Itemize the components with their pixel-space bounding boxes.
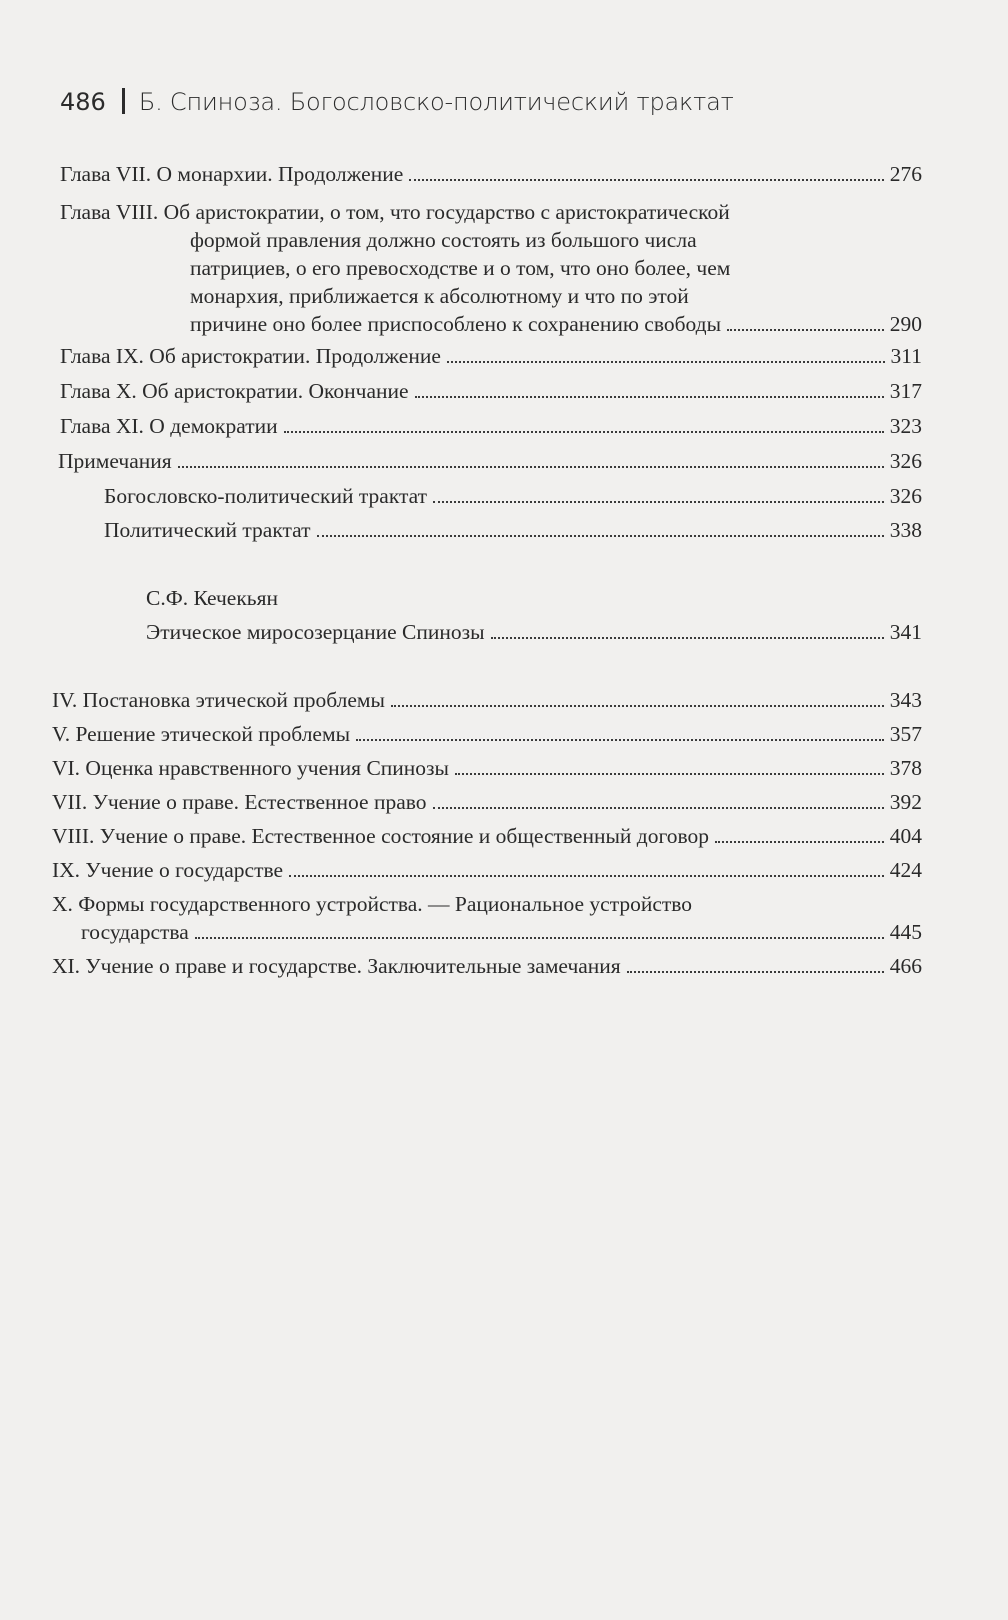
toc-dot-leader bbox=[409, 179, 884, 181]
toc-dot-leader bbox=[284, 431, 884, 433]
toc-entry-notes bbox=[58, 447, 922, 475]
toc-entry-ch10 bbox=[60, 377, 922, 405]
toc-entry-title: VII. Учение о праве. Естественное право bbox=[52, 790, 427, 814]
running-title: Б. Спиноза. Богословско-политический трактат bbox=[138, 88, 734, 116]
toc-dot-leader bbox=[415, 396, 884, 398]
toc-dot-leader bbox=[627, 971, 884, 973]
toc-entry-ch7 bbox=[60, 160, 922, 188]
toc-entry-last-line bbox=[52, 918, 922, 946]
toc-entry-title-line: Глава VIII. Об аристократии, о том, что государство с аристократической bbox=[60, 200, 730, 224]
toc-entry-page: 466 bbox=[889, 954, 922, 978]
toc-entry-page: 338 bbox=[889, 518, 922, 542]
toc-entry-title: Глава X. Об аристократии. Окончание bbox=[60, 379, 409, 403]
toc-dot-leader bbox=[447, 361, 885, 363]
toc-dot-leader bbox=[178, 466, 884, 468]
toc-entry-title-line: монархия, приближается к абсолютному и что по этой bbox=[190, 284, 689, 308]
toc-entry-title: Этическое миросозерцание Спинозы bbox=[146, 620, 485, 644]
toc-entry-ch8 bbox=[60, 198, 922, 338]
toc-entry-page: 378 bbox=[889, 756, 922, 780]
toc-entry-page: 343 bbox=[889, 688, 922, 712]
toc-entry-title: Политический трактат bbox=[104, 518, 311, 542]
toc-dot-leader bbox=[433, 807, 884, 809]
toc-entry-s5 bbox=[52, 720, 922, 748]
toc-entry-page: 276 bbox=[889, 162, 922, 186]
toc-entry-title: IX. Учение о государстве bbox=[52, 858, 284, 882]
toc-entry-ch11 bbox=[60, 412, 922, 440]
toc-entry-title-line: причине оно более приспособлено к сохранению свободы bbox=[190, 312, 722, 336]
toc-entry-title: Глава XI. О демократии bbox=[60, 414, 278, 438]
toc-entry-title: VI. Оценка нравственного учения Спинозы bbox=[52, 756, 449, 780]
toc-dot-leader bbox=[727, 329, 884, 331]
toc-dot-leader bbox=[391, 705, 884, 707]
toc-entry-notes-ttp bbox=[104, 482, 922, 510]
toc-entry-title: XI. Учение о праве и государстве. Заключительные замечания bbox=[52, 954, 621, 978]
toc-entry-s10 bbox=[52, 890, 922, 946]
toc-entry-page: 290 bbox=[889, 312, 922, 336]
toc-entry-page: 311 bbox=[890, 344, 922, 368]
toc-entry-page: 445 bbox=[889, 920, 922, 944]
header-separator bbox=[122, 88, 125, 114]
page-number: 486 bbox=[60, 88, 106, 116]
toc-dot-leader bbox=[455, 773, 884, 775]
toc-entry-s4 bbox=[52, 686, 922, 714]
toc-entry-title-line: X. Формы государственного устройства. — Рациональное устройство bbox=[52, 892, 693, 916]
toc-dot-leader bbox=[289, 875, 884, 877]
toc-dot-leader bbox=[195, 937, 884, 939]
toc-entry-title-line: патрициев, о его превосходстве и о том, что оно более, чем bbox=[190, 256, 731, 280]
toc-entry-page: 341 bbox=[889, 620, 922, 644]
essay-author: С.Ф. Кечекьян bbox=[146, 586, 278, 610]
toc-entry-page: 326 bbox=[889, 449, 922, 473]
running-header bbox=[60, 88, 734, 116]
toc-dot-leader bbox=[356, 739, 884, 741]
toc-entry-title: Примечания bbox=[58, 449, 172, 473]
toc-entry-essay bbox=[146, 618, 922, 646]
toc-entry-page: 424 bbox=[889, 858, 922, 882]
toc-entry-page: 323 bbox=[889, 414, 922, 438]
toc-entry-title: Богословско-политический трактат bbox=[104, 484, 428, 508]
toc-entry-s6 bbox=[52, 754, 922, 782]
toc-entry-title: VIII. Учение о праве. Естественное состояние и общественный договор bbox=[52, 824, 710, 848]
toc-entry-last-line bbox=[60, 310, 922, 338]
toc-dot-leader bbox=[491, 637, 884, 639]
toc-entry-s7 bbox=[52, 788, 922, 816]
toc-entry-title-line: формой правления должно состоять из большого числа bbox=[190, 228, 697, 252]
toc-entry-s9 bbox=[52, 856, 922, 884]
toc-dot-leader bbox=[715, 841, 884, 843]
toc-dot-leader bbox=[317, 535, 884, 537]
toc-entry-title: V. Решение этической проблемы bbox=[52, 722, 351, 746]
toc-entry-page: 326 bbox=[889, 484, 922, 508]
toc-entry-page: 357 bbox=[889, 722, 922, 746]
toc-entry-title-line: государства bbox=[81, 920, 189, 944]
toc-dot-leader bbox=[433, 501, 884, 503]
toc-entry-page: 317 bbox=[889, 379, 922, 403]
toc-entry-title: Глава VII. О монархии. Продолжение bbox=[60, 162, 404, 186]
toc-entry-title: Глава IX. Об аристократии. Продолжение bbox=[60, 344, 441, 368]
toc-entry-page: 404 bbox=[889, 824, 922, 848]
toc-entry-s11 bbox=[52, 952, 922, 980]
toc-entry-notes-tp bbox=[104, 516, 922, 544]
toc-entry-ch9 bbox=[60, 342, 922, 370]
toc-entry-title: IV. Постановка этической проблемы bbox=[52, 688, 385, 712]
toc-entry-s8 bbox=[52, 822, 922, 850]
toc-entry-page: 392 bbox=[889, 790, 922, 814]
